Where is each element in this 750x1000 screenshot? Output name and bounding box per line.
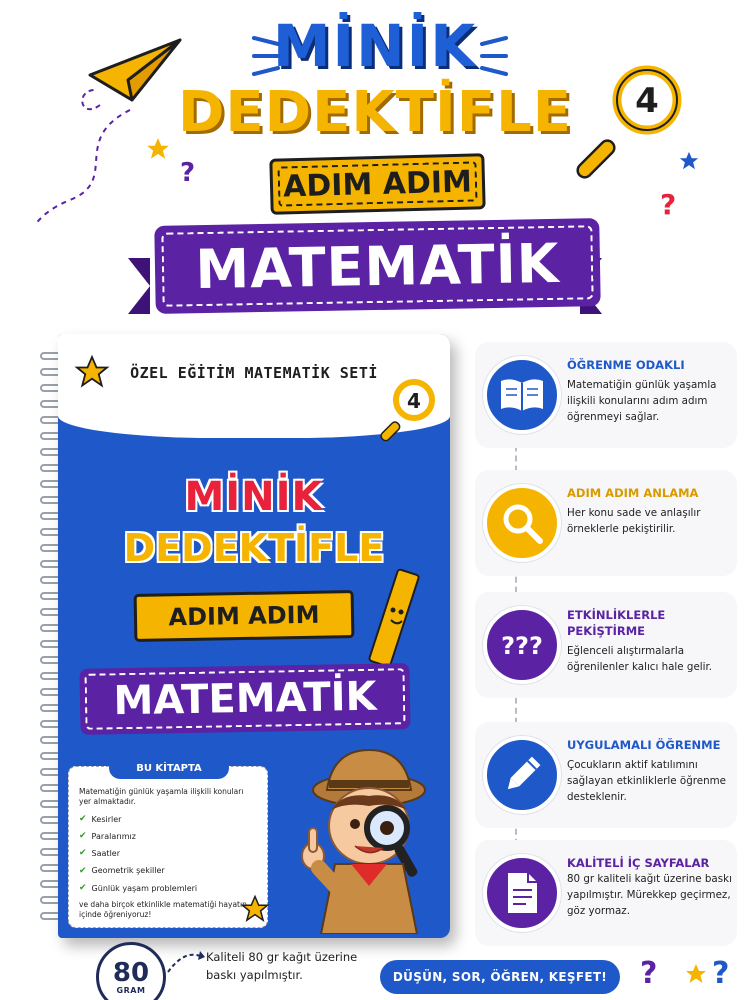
feature-desc: Eğlenceli alıştırmalarla öğrenilenler kalıcı hale gelir.	[567, 645, 713, 673]
ruler-character-icon	[363, 566, 423, 676]
header-line2: DEDEKTİFLE	[177, 80, 573, 145]
book-line1: MİNİK	[184, 474, 324, 520]
feature-card-understanding	[475, 470, 737, 576]
pencil-icon	[483, 736, 561, 814]
book-contents-tag: BU KİTAPTA	[109, 757, 229, 779]
ribbon-left-tail	[128, 258, 150, 314]
sparkle-lines-icon	[470, 30, 510, 80]
book-contents-list	[79, 811, 257, 896]
paper-weight-badge	[96, 942, 166, 1000]
feature-card-learning	[475, 342, 737, 448]
feature-desc: Çocukların aktif katılımını sağlayan etkinliklerle öğrenme desteklenir.	[567, 759, 726, 803]
book-magnifier-number: 4	[407, 389, 421, 413]
list-item: ✔ Kesirler	[79, 811, 257, 828]
feature-title: ETKİNLİKLERLE PEKİŞTİRME	[567, 608, 666, 638]
slogan-badge: DÜŞÜN, SOR, ÖĞREN, KEŞFET!	[380, 960, 620, 994]
feature-card-activities	[475, 592, 737, 698]
svg-text:???: ???	[501, 632, 543, 660]
star-icon	[684, 962, 708, 986]
book-banner: ADIM ADIM	[134, 590, 355, 642]
star-icon	[145, 136, 171, 162]
check-icon: ✔	[79, 831, 87, 842]
feature-card-practical	[475, 722, 737, 828]
magnifier-4-icon	[575, 60, 695, 190]
header-title: MATEMATİK	[154, 218, 600, 314]
feature-title: ÖĞRENME ODAKLI	[567, 358, 685, 372]
check-icon: ✔	[79, 814, 87, 825]
header-line1: MİNİK	[272, 12, 478, 80]
feature-title: KALİTELİ İÇ SAYFALAR	[567, 856, 710, 870]
question-mark-icon: ?	[640, 956, 658, 991]
check-icon: ✔	[79, 848, 87, 859]
book-contents-footer: ve daha birçok etkinlikle matematiği hayatın içinde öğreniyoruz!	[79, 899, 247, 919]
question-marks-icon	[483, 606, 561, 684]
list-item: ✔ Paralarımız	[79, 828, 257, 845]
feature-desc: 80 gr kaliteli kağıt üzerine baskı yapılmıştır. Mürekkep geçirmez, göz yormaz.	[567, 873, 732, 917]
question-mark-icon: ?	[660, 188, 677, 221]
feature-title: ADIM ADIM ANLAMA	[567, 486, 699, 500]
magnifier-icon	[483, 484, 561, 562]
dashed-path-icon	[30, 100, 160, 230]
document-icon	[483, 854, 561, 932]
check-icon: ✔	[79, 882, 87, 893]
question-mark-icon: ?	[712, 956, 730, 991]
book-magnifier-icon	[380, 374, 440, 442]
check-icon: ✔	[79, 865, 87, 876]
book-series-label: ÖZEL EĞİTİM MATEMATİK SETİ	[130, 364, 378, 382]
feature-desc: Matematiğin günlük yaşamla ilişkili konularını adım adım öğrenmeyi sağlar.	[567, 379, 717, 423]
star-icon	[678, 150, 700, 172]
header-banner: ADIM ADIM	[269, 153, 485, 215]
book-cover	[58, 334, 450, 938]
book-contents-intro: Matematiğin günlük yaşamla ilişkili konuları yer almaktadır.	[79, 787, 244, 807]
book-icon	[483, 356, 561, 434]
feature-card-quality	[475, 840, 737, 946]
paper-note: Kaliteli 80 gr kağıt üzerine baskı yapılmıştır.	[206, 950, 358, 982]
paper-weight-number: 80	[112, 957, 150, 988]
detective-child-icon	[283, 744, 448, 934]
star-icon	[240, 894, 270, 924]
list-item: ✔ Günlük yaşam problemleri	[79, 880, 257, 897]
feature-desc: Her konu sade ve anlaşılır örneklerle pekiştirilir.	[567, 507, 701, 535]
list-item: ✔ Saatler	[79, 845, 257, 862]
feature-title: UYGULAMALI ÖĞRENME	[567, 738, 721, 752]
list-item: ✔ Geometrik şekiller	[79, 863, 257, 880]
sparkle-lines-icon	[250, 30, 290, 80]
book-line2: DEDEKTİFLE	[123, 526, 385, 570]
paper-weight-unit: GRAM	[116, 985, 146, 995]
question-mark-icon: ?	[180, 158, 196, 188]
book-contents-box	[68, 762, 268, 928]
arrow-icon	[166, 948, 206, 976]
magnifier-number: 4	[635, 81, 659, 121]
book-title: MATEMATİK	[79, 663, 410, 735]
